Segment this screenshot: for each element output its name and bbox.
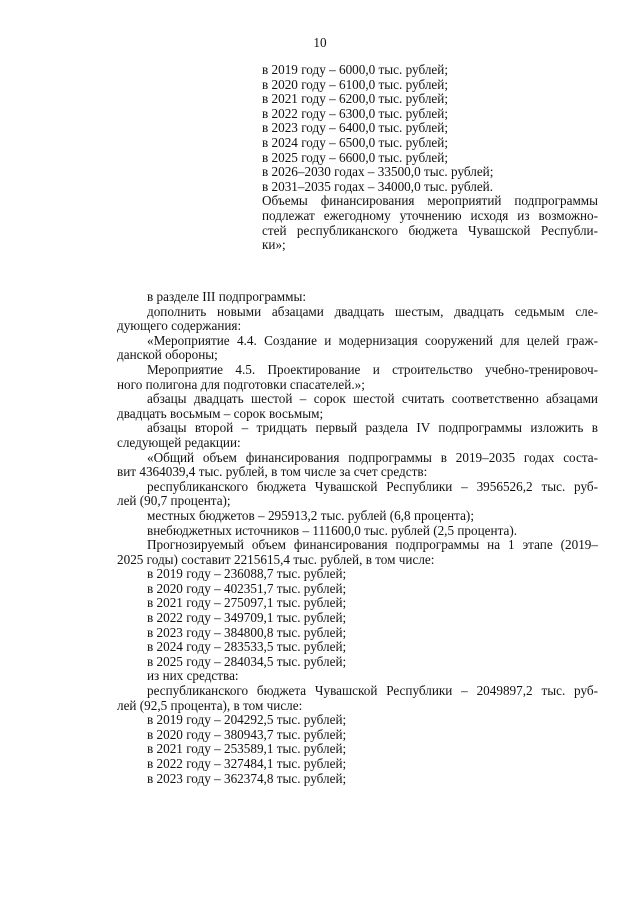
paragraph-line: следующей редакции: [117,434,241,450]
measure-4-5: Мероприятие 4.5. Проектирование и строительство учебно-тренировоч- [147,361,598,377]
year-line: в 2024 году – 283533,5 тыс. рублей; [147,639,347,655]
year-line: в 2023 году – 6400,0 тыс. рублей; [262,120,448,136]
paragraph-line: вит 4364039,4 тыс. рублей, в том числе за счет средств: [117,464,428,480]
paragraph-line: дополнить новыми абзацами двадцать шестым, двадцать седьмым сле- [147,303,598,319]
year-line: в 2020 году – 6100,0 тыс. рублей; [262,76,448,92]
of-which: из них средства: [147,668,239,684]
paragraph-line: абзацы двадцать шестой – сорок шестой считать соответственно абзацами [147,391,598,407]
year-line: в 2022 году – 349709,1 тыс. рублей; [147,610,347,626]
year-line: в 2020 году – 402351,7 тыс. рублей; [147,580,347,596]
note-line: стей республиканского бюджета Чувашской Республи- [262,222,598,238]
year-line: в 2021 году – 253589,1 тыс. рублей; [147,741,347,757]
year-line: в 2023 году – 384800,8 тыс. рублей; [147,624,347,640]
paragraph-line: лей (92,5 процента), в том числе: [117,697,303,713]
measure-4-4: «Мероприятие 4.4. Создание и модернизация сооружений для целей граж- [147,332,598,348]
year-line: в 2022 году – 327484,1 тыс. рублей; [147,756,347,771]
year-line: в 2026–2030 годах – 33500,0 тыс. рублей; [262,164,494,180]
year-line: в 2019 году – 6000,0 тыс. рублей; [262,62,448,77]
extra-budget: внебюджетных источников – 111600,0 тыс. рублей (2,5 процента). [147,522,518,538]
note-line: ки»; [262,237,286,253]
paragraph-line: 2025 годы) составит 2215615,4 тыс. рублей, в том числе: [117,551,435,567]
year-line: в 2019 году – 204292,5 тыс. рублей; [147,712,347,728]
paragraph-line: ного полигона для подготовки спасателей.»; [117,376,365,392]
republican-budget-stage: республиканского бюджета Чувашской Республики – 2049897,2 тыс. руб- [147,683,598,699]
paragraph-line: двадцать восьмым – сорок восьмым; [117,405,324,421]
funding-by-year-block [262,63,598,253]
note-line: подлежат ежегодному уточнению исходя из возможно- [262,207,598,223]
forecast: Прогнозируемый объем финансирования подпрограммы на 1 этапе (2019– [147,537,598,553]
page-number: 10 [313,35,327,50]
section-intro: в разделе III подпрограммы: [147,289,307,304]
paragraph-line: данской обороны; [117,347,218,363]
republican-budget: республиканского бюджета Чувашской Республики – 3956526,2 тыс. руб- [147,478,598,494]
paragraph-line: дующего содержания: [117,318,242,334]
document-body [117,290,598,786]
year-line: в 2021 году – 275097,1 тыс. рублей; [147,595,347,611]
paragraph-line: лей (90,7 процента); [117,493,231,509]
year-line: в 2023 году – 362374,8 тыс. рублей; [147,770,347,786]
paragraph-line: абзацы второй – тридцать первый раздела IV подпрограммы изложить в [147,420,598,436]
year-line: в 2031–2035 годах – 34000,0 тыс. рублей. [262,178,494,194]
year-line: в 2020 году – 380943,7 тыс. рублей; [147,726,347,742]
year-line: в 2025 году – 284034,5 тыс. рублей; [147,653,347,669]
year-line: в 2021 году – 6200,0 тыс. рублей; [262,91,448,107]
total-funding: «Общий объем финансирования подпрограммы в 2019–2035 годах соста- [147,449,598,465]
year-line: в 2022 году – 6300,0 тыс. рублей; [262,105,448,121]
year-line: в 2019 году – 236088,7 тыс. рублей; [147,566,347,582]
year-line: в 2024 году – 6500,0 тыс. рублей; [262,134,448,150]
year-line: в 2025 году – 6600,0 тыс. рублей; [262,149,448,165]
note-line: Объемы финансирования мероприятий подпрограммы [262,193,598,209]
local-budget: местных бюджетов – 295913,2 тыс. рублей (6,8 процента); [147,507,474,523]
